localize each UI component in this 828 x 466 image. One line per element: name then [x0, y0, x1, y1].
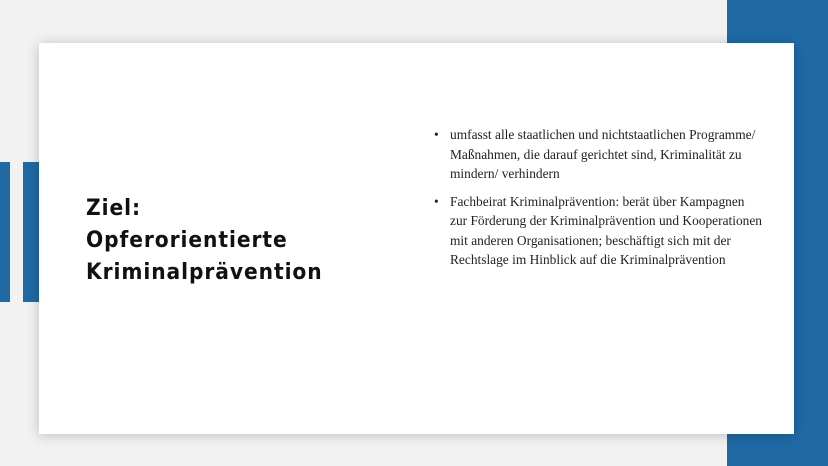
bullet-dot: •	[434, 193, 439, 209]
title-line-2: Opferorientierte	[86, 228, 288, 253]
accent-bar-left-thick	[23, 162, 39, 302]
bullet-text: Fachbeirat Kriminalprävention: berät über Kampagnen zur Förderung der Kriminalprävention und Kooperationen mit anderen Organisationen; beschäftigt sich mit der Rechtslage im Hinblick auf die Kriminalprävention	[450, 193, 762, 267]
accent-bar-left-thin	[0, 162, 10, 302]
slide-title	[86, 193, 362, 289]
title-line-1: Ziel:	[86, 196, 141, 221]
bullet-list	[434, 125, 764, 278]
bullet-dot: •	[434, 127, 439, 142]
bullet-item	[434, 125, 764, 184]
bullet-text: umfasst alle staatlichen und nichtstaatlichen Programme/ Maßnahmen, die darauf gerichtet sind, Kriminalität zu mindern/ verhindern	[450, 127, 756, 181]
slide-card	[39, 43, 794, 434]
bullet-item	[434, 192, 764, 270]
title-line-3: Kriminalprävention	[86, 260, 323, 285]
